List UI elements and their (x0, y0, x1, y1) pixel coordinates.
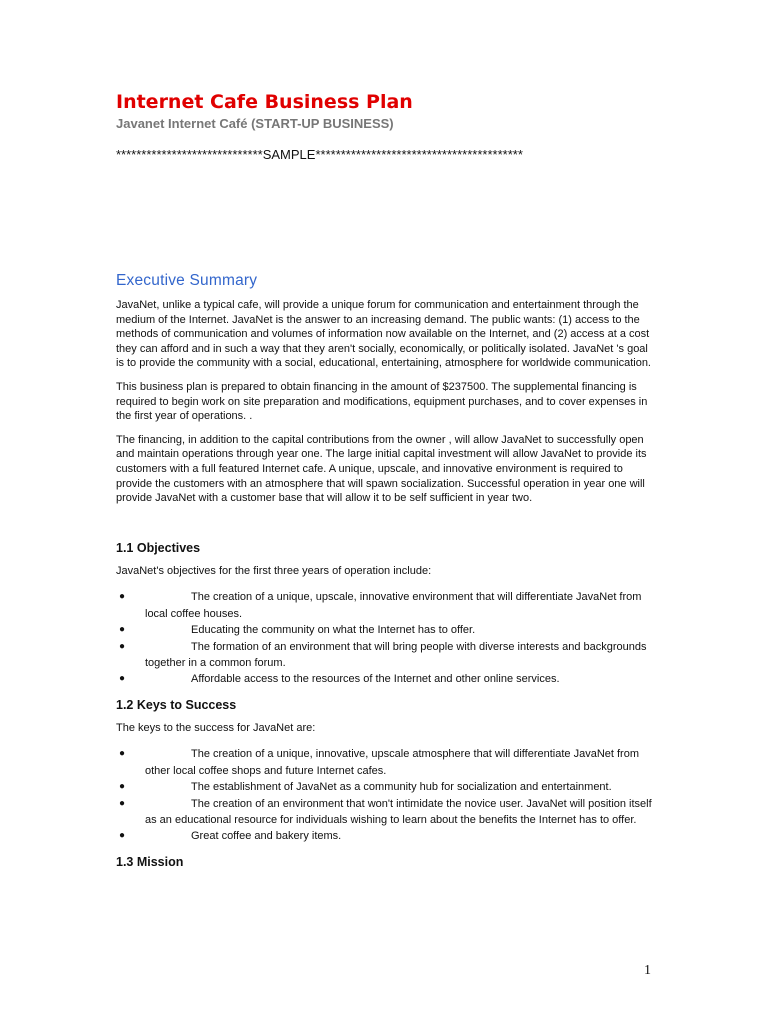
list-item (116, 746, 656, 779)
list-item-text: The creation of a unique, innovative, upscale atmosphere that will differentiate JavaNet from other local coffee shops and future Internet cafes. (145, 748, 639, 777)
list-item (116, 779, 656, 795)
list-item (116, 589, 656, 622)
list-item-text: Affordable access to the resources of the Internet and other online services. (191, 673, 560, 686)
page-number: 1 (644, 963, 651, 978)
executive-summary-heading: Executive Summary (116, 272, 258, 289)
objectives-heading: 1.1 Objectives (116, 540, 201, 555)
keys-intro: The keys to the success for JavaNet are: (116, 721, 316, 734)
list-item-text: The formation of an environment that will bring people with diverse interests and backgrounds together in a common forum. (145, 640, 647, 669)
document-subtitle: Javanet Internet Café (START-UP BUSINESS) (116, 116, 394, 131)
list-item-text: The establishment of JavaNet as a community hub for socialization and entertainment. (191, 781, 612, 794)
sample-banner: *****************************SAMPLE***************************************** (116, 147, 523, 162)
bullet-icon: ● (119, 830, 126, 842)
bullet-icon: ● (119, 640, 126, 652)
list-item (116, 796, 656, 829)
mission-heading: 1.3 Mission (116, 854, 184, 869)
bullet-icon: ● (119, 797, 126, 809)
list-item-text: The creation of a unique, upscale, innovative environment that will differentiate JavaNet from local coffee houses. (145, 591, 642, 620)
objectives-list (116, 589, 656, 687)
list-item-text: The creation of an environment that won't intimidate the novice user. JavaNet will position itself as an educational resource for individuals wishing to learn about the benefits the Internet has to offer. (145, 797, 652, 826)
executive-summary-paragraph-1: JavaNet, unlike a typical cafe, will provide a unique forum for communication and entertainment through the medium of the Internet. JavaNet is the answer to an increasing demand. The public wants: (1) access to the methods of communication and volumes of information now available on the Internet, and (2) access at a cost they can afford and in such a way that they aren't socially, economically, or politically isolated. JavaNet 's goal is to provide the community with a social, educational, entertaining, atmosphere for worldwide communication. (116, 299, 651, 370)
objectives-intro: JavaNet's objectives for the first three years of operation include: (116, 564, 432, 577)
list-item (116, 639, 656, 672)
document-title: Internet Cafe Business Plan (116, 91, 413, 113)
list-item (116, 671, 656, 687)
keys-list (116, 746, 656, 844)
bullet-icon: ● (119, 673, 126, 685)
bullet-icon: ● (119, 781, 126, 793)
document-content (116, 88, 656, 878)
list-item-text: Educating the community on what the Internet has to offer. (191, 624, 476, 637)
executive-summary-paragraph-2: This business plan is prepared to obtain financing in the amount of $237500. The supplemental financing is required to begin work on site preparation and modifications, equipment purchases, and to cover expenses in the first year of operations. . (116, 380, 648, 423)
bullet-icon: ● (119, 748, 126, 760)
list-item (116, 622, 656, 638)
executive-summary-paragraph-3: The financing, in addition to the capital contributions from the owner , will allow JavaNet to successfully open and maintain operations through year one. The large initial capital investment will allow JavaNet to provide its customers with a full featured Internet cafe. A unique, upscale, and innovative environment is required to provide the customers with an atmosphere that will spawn socialization. Successful operation in year one will provide JavaNet with a customer base that will allow it to be self sufficient in year two. (116, 433, 647, 505)
list-item (116, 828, 656, 844)
list-item-text: Great coffee and bakery items. (191, 830, 342, 843)
bullet-icon: ● (119, 591, 126, 603)
keys-to-success-heading: 1.2 Keys to Success (116, 697, 237, 712)
bullet-icon: ● (119, 624, 126, 636)
